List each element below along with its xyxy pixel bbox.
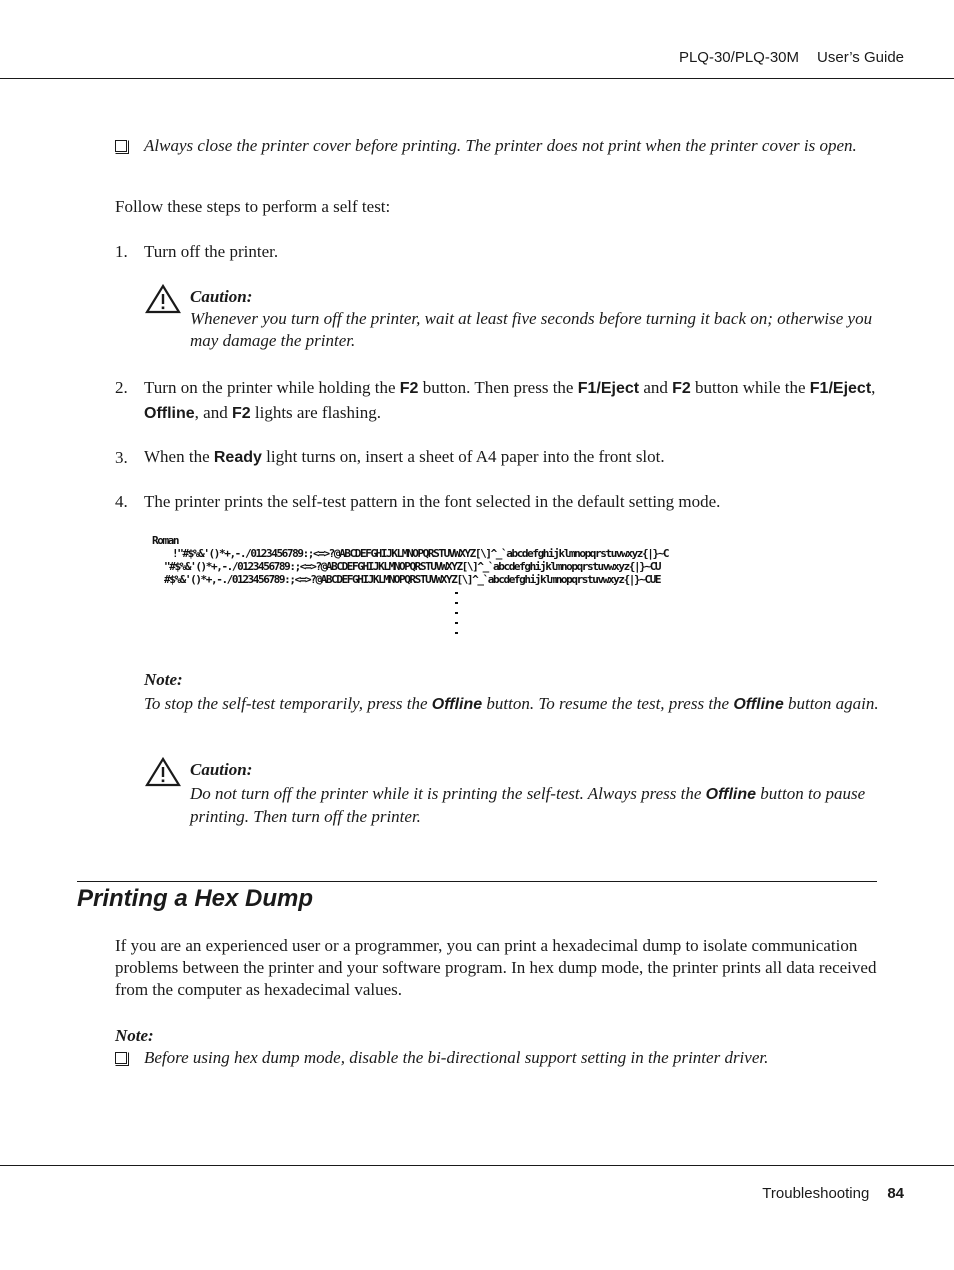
light-ready: Ready [213, 449, 262, 466]
checkbox-bullet-icon [115, 1052, 129, 1066]
sample-line: !"#$%&'()*+,-./0123456789:;<=>?@ABCDEFGHIJKLMNOPQRSTUVWXYZ[\]^_`abcdefghijklmnopqrstuvwxyz{|}~C [172, 547, 669, 560]
key-offline: Offline [733, 696, 784, 713]
caution-warning-icon [145, 757, 181, 787]
caution-1-text: Whenever you turn off the printer, wait at least five seconds before turning it back on; otherwise you may damage the printer. [190, 309, 873, 350]
step-3-text [144, 446, 879, 469]
guide-name: User’s Guide [817, 49, 904, 66]
text-run: and [639, 378, 673, 397]
text-run: button again. [783, 694, 879, 713]
text-run: lights are flashing. [250, 403, 381, 422]
page-number: 84 [887, 1185, 904, 1202]
continuation-dots-icon [452, 590, 462, 636]
step-number: 1. [115, 242, 128, 261]
step-2-text [144, 376, 879, 426]
key-offline: Offline [144, 405, 195, 422]
text-run: To stop the self-test temporarily, press the [144, 694, 432, 713]
note-1 [144, 669, 879, 716]
step-4-text: The printer prints the self-test pattern in the font selected in the default setting mode. [144, 492, 721, 511]
note-2-label [115, 1025, 880, 1047]
page-header [679, 49, 904, 66]
note-1-text [144, 693, 879, 716]
step-number: 3. [115, 448, 128, 467]
sample-font-name: Roman [152, 534, 179, 547]
caution-2-text [190, 783, 880, 828]
page-footer [762, 1185, 904, 1202]
caution-warning-icon [145, 284, 181, 314]
text-run: Do not turn off the printer while it is printing the self-test. Always press the [190, 784, 706, 803]
note-label: Note: [144, 670, 183, 689]
key-f1-eject: F1/Eject [577, 380, 640, 397]
intro-bullet-text: Always close the printer cover before printing. The printer does not print when the printer cover is open. [144, 136, 857, 155]
text-run: button. Then press the [418, 378, 578, 397]
text-run: , and [194, 403, 232, 422]
text-run: button. To resume the test, press the [482, 694, 734, 713]
step-number: 4. [115, 492, 128, 511]
note-2-bullet-text: Before using hex dump mode, disable the bi-directional support setting in the printer driver. [144, 1048, 769, 1067]
text-run: button to pause printing. Then turn off the printer. [190, 784, 866, 826]
sample-line: #$%&'()*+,-./0123456789:;<=>?@ABCDEFGHIJKLMNOPQRSTUVWXYZ[\]^_`abcdefghijklmnopqrstuvwxyz{|}~CUE [164, 573, 661, 586]
caution-2 [190, 759, 880, 828]
step-number: 2. [115, 378, 128, 397]
section-title: Printing a Hex Dump [77, 885, 314, 912]
product-name: PLQ-30/PLQ-30M [678, 49, 800, 66]
footer-rule [0, 1165, 954, 1166]
step-1-text: Turn off the printer. [144, 242, 279, 261]
hex-dump-paragraph: If you are an experienced user or a programmer, you can print a hexadecimal dump to isolate communication problems between the printer and your software program. In hex dump mode, the printer prints all data received from the computer as hexadecimal values. [115, 936, 877, 999]
key-f2: F2 [672, 380, 691, 397]
text-run: , [871, 378, 876, 397]
key-f2: F2 [399, 380, 419, 397]
note-label: Note: [115, 1026, 154, 1045]
follow-steps-text: Follow these steps to perform a self test: [115, 197, 391, 216]
header-rule [0, 78, 954, 79]
key-f2: F2 [231, 405, 251, 422]
footer-section: Troubleshooting [762, 1185, 870, 1202]
caution-1 [190, 286, 880, 352]
text-run: button while the [690, 378, 810, 397]
section-rule [77, 881, 877, 882]
self-test-sample-image [150, 534, 800, 638]
key-offline: Offline [705, 786, 757, 803]
checkbox-bullet-icon [115, 140, 129, 154]
sample-line: "#$%&'()*+,-./0123456789:;<=>?@ABCDEFGHIJKLMNOPQRSTUVWXYZ[\]^_`abcdefghijklmnopqrstuvwxyz{|}~CU [164, 560, 661, 573]
text-run: light turns on, insert a sheet of A4 paper into the front slot. [261, 447, 665, 466]
key-f1-eject: F1/Eject [809, 380, 872, 397]
caution-label: Caution: [190, 760, 253, 779]
caution-label: Caution: [190, 287, 253, 306]
text-run: Turn on the printer while holding the [144, 378, 400, 397]
key-offline: Offline [431, 696, 483, 713]
text-run: When the [144, 447, 214, 466]
